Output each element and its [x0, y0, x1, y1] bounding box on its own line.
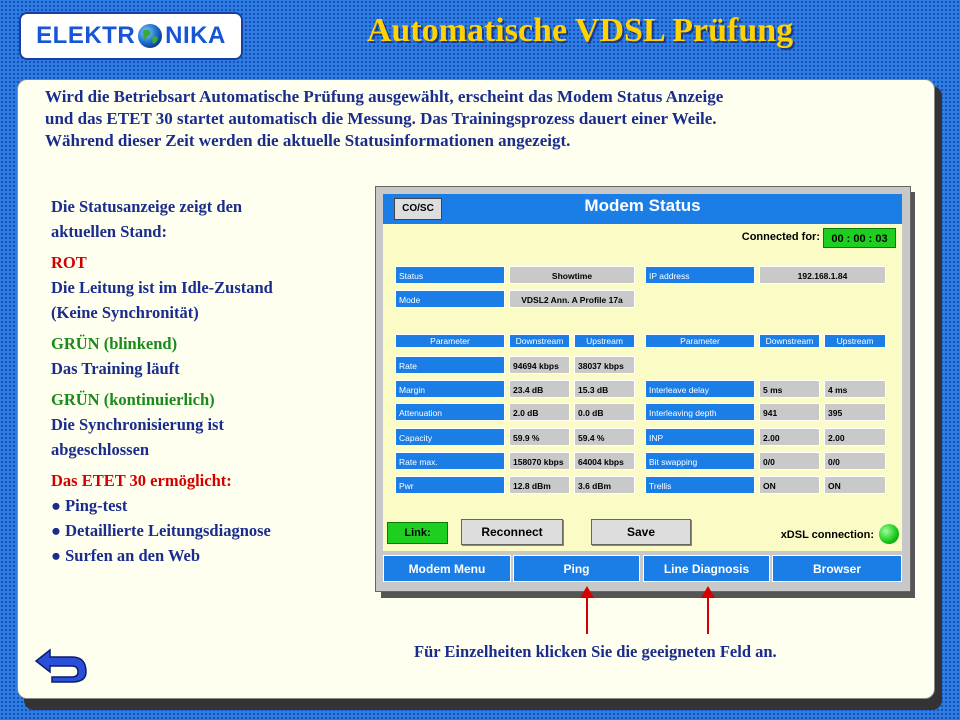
xdsl-status-led-icon	[879, 524, 899, 544]
logo-text-right: NIKA	[165, 22, 226, 49]
col-header-parameter: Parameter	[395, 334, 505, 348]
elektronika-logo	[19, 12, 243, 60]
param-down: 94694 kbps	[509, 356, 570, 374]
col-header-upstream: Upstream	[824, 334, 886, 348]
param-down: 23.4 dB	[509, 380, 570, 398]
param-up: 3.6 dBm	[574, 476, 635, 494]
param-up: 59.4 %	[574, 428, 635, 446]
intro-text	[45, 86, 925, 152]
param-down: 2.00	[759, 428, 820, 446]
legend-red-title: ROT	[51, 253, 87, 272]
logo-text-left: ELEKTR	[36, 22, 136, 49]
globe-icon	[137, 23, 163, 49]
param-label: Pwr	[395, 476, 505, 494]
browser-button[interactable]: Browser	[772, 555, 902, 582]
mode-value: VDSL2 Ann. A Profile 17a	[509, 290, 635, 308]
status-legend	[51, 194, 351, 568]
link-indicator: Link:	[387, 522, 448, 544]
param-down: 2.0 dB	[509, 403, 570, 421]
legend-red-desc: Die Leitung ist im Idle-Zustand	[51, 278, 273, 297]
param-down: ON	[759, 476, 820, 494]
param-label: Trellis	[645, 476, 755, 494]
param-label: Capacity	[395, 428, 505, 446]
legend-intro: aktuellen Stand:	[51, 222, 167, 241]
param-label: Bit swapping	[645, 452, 755, 470]
legend-green-cont-title: GRÜN (kontinuierlich)	[51, 390, 215, 409]
status-label: Status	[395, 266, 505, 284]
connected-for-value: 00 : 00 : 03	[823, 228, 896, 248]
footnote: Für Einzelheiten klicken Sie die geeigneten Feld an.	[414, 642, 777, 661]
arrow-head-icon	[580, 586, 594, 598]
param-up: 395	[824, 403, 886, 421]
status-value: Showtime	[509, 266, 635, 284]
intro-line: und das ETET 30 startet automatisch die Messung. Das Trainingsprozess dauert einer Weile.	[45, 109, 717, 128]
col-header-upstream: Upstream	[574, 334, 635, 348]
ping-button[interactable]: Ping	[513, 555, 640, 582]
param-up: ON	[824, 476, 886, 494]
ip-value: 192.168.1.84	[759, 266, 886, 284]
param-up: 4 ms	[824, 380, 886, 398]
param-up: 38037 kbps	[574, 356, 635, 374]
param-label: Attenuation	[395, 403, 505, 421]
feature-item: ● Detaillierte Leitungsdiagnose	[51, 521, 271, 540]
param-up: 64004 kbps	[574, 452, 635, 470]
param-down: 158070 kbps	[509, 452, 570, 470]
xdsl-connection-label: xDSL connection:	[780, 529, 874, 541]
param-label: Interleaving depth	[645, 403, 755, 421]
param-down: 5 ms	[759, 380, 820, 398]
feature-item: ● Ping-test	[51, 496, 128, 515]
param-label: Margin	[395, 380, 505, 398]
legend-red-desc: (Keine Synchronität)	[51, 303, 199, 322]
legend-intro: Die Statusanzeige zeigt den	[51, 197, 243, 216]
param-label: Interleave delay	[645, 380, 755, 398]
intro-line: Während dieser Zeit werden die aktuelle Statusinformationen angezeigt.	[45, 131, 571, 150]
param-up: 0.0 dB	[574, 403, 635, 421]
features-title: Das ETET 30 ermöglicht:	[51, 471, 232, 490]
param-label: Rate	[395, 356, 505, 374]
arrow-to-ping	[586, 592, 588, 634]
col-header-downstream: Downstream	[509, 334, 570, 348]
intro-line: Wird die Betriebsart Automatische Prüfung ausgewählt, erscheint das Modem Status Anzeige	[45, 87, 724, 106]
legend-green-blink-title: GRÜN (blinkend)	[51, 334, 178, 353]
connected-for-label: Connected for:	[741, 231, 820, 243]
modem-menu-button[interactable]: Modem Menu	[383, 555, 511, 582]
legend-green-cont-desc: abgeschlossen	[51, 440, 150, 459]
legend-green-cont-desc: Die Synchronisierung ist	[51, 415, 224, 434]
param-up: 2.00	[824, 428, 886, 446]
param-up: 0/0	[824, 452, 886, 470]
co-sc-button[interactable]: CO/SC	[394, 198, 442, 220]
ip-label: IP address	[645, 266, 755, 284]
col-header-parameter: Parameter	[645, 334, 755, 348]
feature-item: ● Surfen an den Web	[51, 546, 201, 565]
param-down: 941	[759, 403, 820, 421]
legend-green-blink-desc: Das Training läuft	[51, 359, 180, 378]
col-header-downstream: Downstream	[759, 334, 820, 348]
param-label: INP	[645, 428, 755, 446]
modem-window-title: Modem Status	[584, 196, 701, 215]
mode-label: Mode	[395, 290, 505, 308]
arrow-to-line-diagnosis	[707, 592, 709, 634]
arrow-head-icon	[701, 586, 715, 598]
line-diagnosis-button[interactable]: Line Diagnosis	[643, 555, 770, 582]
page-title: Automatische VDSL Prüfung	[366, 12, 794, 49]
param-down: 0/0	[759, 452, 820, 470]
reconnect-button[interactable]: Reconnect	[461, 519, 563, 545]
param-down: 59.9 %	[509, 428, 570, 446]
param-up: 15.3 dB	[574, 380, 635, 398]
back-arrow-icon[interactable]	[32, 646, 90, 684]
save-button[interactable]: Save	[591, 519, 691, 545]
param-label: Rate max.	[395, 452, 505, 470]
param-down: 12.8 dBm	[509, 476, 570, 494]
